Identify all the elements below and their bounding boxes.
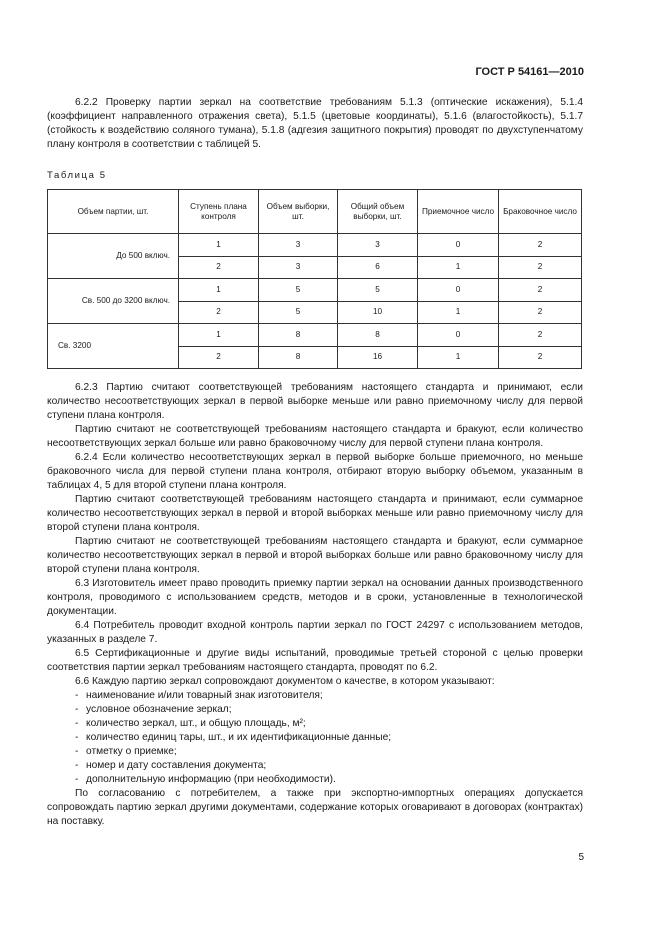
table-cell: 1: [418, 301, 499, 324]
table-cell: 6: [338, 256, 418, 279]
table-cell: 2: [499, 279, 582, 302]
table-cell: 3: [338, 234, 418, 257]
table-cell: 5: [259, 279, 338, 302]
table-header-row: [48, 190, 582, 234]
header-rejection-number: Браковочное число: [499, 190, 582, 234]
paragraph-6-2-4: 6.2.4 Если количество несоответствующих зеркал в первой выборке больше приемочного, но меньше браковочного числа для первой ступени плана контроля, отбирают вторую выборку объемом, указанным в таблицах 4, 5 для второй ступени плана контроля.: [47, 452, 583, 491]
table-cell: 1: [179, 279, 259, 302]
table-cell: 3: [259, 256, 338, 279]
document-number: ГОСТ Р 54161—2010: [475, 66, 584, 78]
sampling-plan-table: [47, 189, 582, 369]
lot-size-cell: До 500 включ.: [48, 234, 179, 279]
list-item: - условное обозначение зеркал;: [75, 704, 232, 715]
header-lot-size: Объем партии, шт.: [48, 190, 179, 234]
paragraph-6-6: 6.6 Каждую партию зеркал сопровождают документом о качестве, в котором указывают:: [75, 676, 495, 687]
table-cell: 2: [179, 256, 259, 279]
header-acceptance-number: Приемочное число: [418, 190, 499, 234]
table-cell: 2: [499, 234, 582, 257]
table-cell: 2: [499, 346, 582, 369]
lot-size-cell: Св. 500 до 3200 включ.: [48, 279, 179, 324]
header-sample-size: Объем выборки, шт.: [259, 190, 338, 234]
page-content: [47, 96, 583, 829]
header-total-sample-size: Общий объем выборки, шт.: [338, 190, 418, 234]
table-cell: 1: [418, 256, 499, 279]
table-row: [48, 279, 582, 302]
paragraph-final: По согласованию с потребителем, а также при экспортно-импортных операциях допускается сопровождать партию зеркал другими документами, содержание которых оговаривают в договорах (контрактах) на поставку.: [47, 788, 583, 827]
paragraph: Партию считают не соответствующей требованиям настоящего стандарта и бракуют, если количество несоответствующих зеркал больше или равно браковочному числу для первой ступени плана контроля.: [47, 424, 583, 449]
header-plan-stage: Ступень плана контроля: [179, 190, 259, 234]
table-cell: 2: [179, 301, 259, 324]
table-cell: 0: [418, 279, 499, 302]
page-number: 5: [578, 852, 584, 863]
table-cell: 3: [259, 234, 338, 257]
table-cell: 8: [338, 324, 418, 347]
list-item: - дополнительную информацию (при необходимости).: [75, 774, 336, 785]
paragraph-6-2-3: 6.2.3 Партию считают соответствующей требованиям настоящего стандарта и принимают, если количество несоответствующих зеркал в первой выборке меньше или равно приемочному числу для первой ступени плана контроля.: [47, 382, 583, 421]
table-row: [48, 234, 582, 257]
table-cell: 5: [338, 279, 418, 302]
paragraph-6-4: 6.4 Потребитель проводит входной контроль партии зеркал по ГОСТ 24297 с использованием методов, указанных в разделе 7.: [47, 620, 583, 645]
table-caption: Таблица 5: [47, 170, 107, 181]
list-item: - количество единиц тары, шт., и их идентификационные данные;: [75, 732, 392, 743]
list-item: - количество зеркал, шт., и общую площадь, м²;: [75, 718, 306, 729]
paragraph-6-2-2: 6.2.2 Проверку партии зеркал на соответствие требованиям 5.1.3 (оптические искажения), 5.1.4 (коэффициент направленного отражения света), 5.1.5 (цветовые координаты), 5.1.6 (влагостойкость), 5.1.7 (стойкость к воздействию соляного тумана), 5.1.8 (адгезия защитного покрытия) проводят по двухступенчатому плану контроля в соответствии с таблицей 5.: [47, 97, 583, 150]
table-cell: 2: [499, 324, 582, 347]
paragraph-6-5: 6.5 Сертификационные и другие виды испытаний, проводимые третьей стороной с целью проверки соответствия партии зеркал требованиям настоящего стандарта, проводят по 6.2.: [47, 648, 583, 673]
table-cell: 10: [338, 301, 418, 324]
table-cell: 0: [418, 234, 499, 257]
list-item: - отметку о приемке;: [75, 746, 177, 757]
table-cell: 8: [259, 324, 338, 347]
table-cell: 8: [259, 346, 338, 369]
table-cell: 2: [499, 256, 582, 279]
table-cell: 2: [179, 346, 259, 369]
list-item: - наименование и/или товарный знак изготовителя;: [75, 690, 323, 701]
quality-document-list: [47, 689, 583, 787]
table-cell: 1: [179, 324, 259, 347]
table-cell: 2: [499, 301, 582, 324]
table-row: [48, 324, 582, 347]
table-cell: 1: [179, 234, 259, 257]
paragraph-6-3: 6.3 Изготовитель имеет право проводить приемку партии зеркал на основании данных производственного контроля, проводимого с использованием средств, методов и в сроки, установленные в технологической документации.: [47, 578, 583, 617]
table-cell: 5: [259, 301, 338, 324]
table-cell: 1: [418, 346, 499, 369]
table-cell: 0: [418, 324, 499, 347]
table-cell: 16: [338, 346, 418, 369]
list-item: - номер и дату составления документа;: [75, 760, 267, 771]
lot-size-cell: Св. 3200: [48, 324, 179, 369]
paragraph: Партию считают не соответствующей требованиям настоящего стандарта и бракуют, если суммарное количество несоответствующих зеркал в первой и второй выборках больше или равно браковочному числу для второй ступени плана контроля.: [47, 536, 583, 575]
paragraph: Партию считают соответствующей требованиям настоящего стандарта и принимают, если суммарное количество несоответствующих зеркал в первой и второй выборках меньше или равно приемочному числу для второй ступени плана контроля.: [47, 494, 583, 533]
